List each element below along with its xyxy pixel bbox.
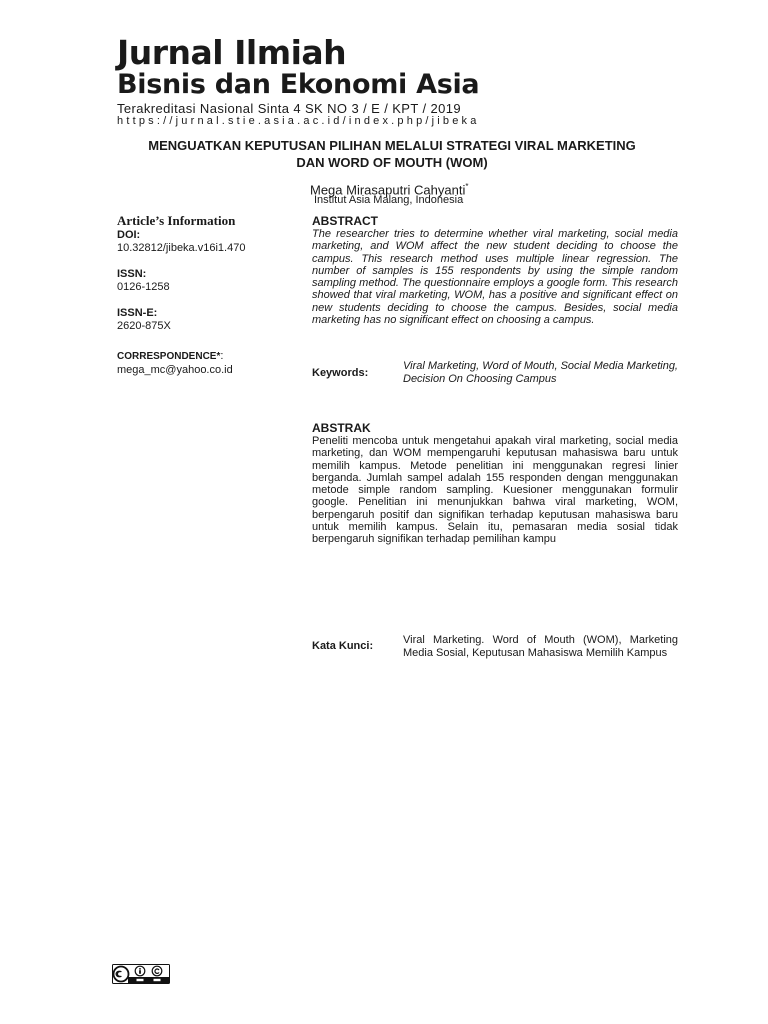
correspondence-email-link[interactable]: mega_mc@yahoo.co.id: [117, 364, 233, 376]
issn-label: ISSN:: [117, 268, 147, 280]
article-info-panel: [117, 213, 297, 377]
abstrak-text: Peneliti mencoba untuk mengetahui apakah viral marketing, social media marketing, dan WOM mempengaruhi keputusan mahasiswa baru untuk memilih kampus. Metode penelitian ini menggunakan regresi linier berganda. Jumlah sampel adalah 155 responden dengan menggunakan metode simple random sampling. Kuesioner menggunakan formulir google. Penelitian ini menunjukkan bahwa viral marketing, WOM, berpengaruh positif dan signifikan terhadap keputusan mahasiswa baru untuk memilih kampus. Selain itu, pemasaran media sosial tidak berpengaruh signifikan terhadap pemilihan kampu: [312, 435, 678, 546]
keywords-value: Viral Marketing, Word of Mouth, Social Media Marketing, Decision On Choosing Campus: [403, 360, 678, 385]
journal-name-line1: Jurnal Ilmiah: [117, 33, 347, 72]
paper-title-line2: DAN WORD OF MOUTH (WOM): [296, 155, 488, 170]
issn-value: 0126-1258: [117, 281, 170, 293]
correspondence-label-text: CORRESPONDENCE*: [117, 351, 221, 362]
keywords-label: Keywords:: [312, 367, 369, 379]
correspondence-colon: :: [220, 350, 224, 362]
journal-accreditation: Terakreditasi Nasional Sinta 4 SK NO 3 / E / KPT / 2019: [117, 101, 462, 116]
doi-link[interactable]: 10.32812/jibeka.v16i1.470: [117, 242, 246, 254]
issne-value: 2620-875X: [117, 320, 171, 332]
kata-kunci-label: Kata Kunci:: [312, 640, 374, 652]
article-info-heading: Article’s Information: [117, 213, 236, 228]
abstrak-heading: ABSTRAK: [312, 421, 371, 435]
abstrak-section: [312, 421, 678, 546]
correspondence-label: [117, 346, 297, 364]
issne-label: ISSN-E:: [117, 307, 158, 319]
abstract-text: The researcher tries to determine whether viral marketing, social media marketing, and WOM affect the new student deciding to choose the campus. This research method uses multiple linear regression. The number of samples is 155 respondents by using the simple random sampling method. The questionnaire employs a google form. This research showed that viral marketing, WOM, has a positive and significant effect on new students deciding to choose the campus. Besides, social media marketing has no significant effect on choosing a campus.: [312, 228, 678, 327]
journal-url-link[interactable]: https://jurnal.stie.asia.ac.id/index.php/jibeka: [117, 115, 480, 127]
doi-label: DOI:: [117, 229, 141, 241]
paper-title: [100, 137, 684, 171]
creative-commons-license-icon[interactable]: [112, 964, 170, 984]
paper-title-line1: MENGUATKAN KEPUTUSAN PILIHAN MELALUI STRATEGI VIRAL MARKETING: [148, 138, 636, 153]
abstract-heading: ABSTRACT: [312, 214, 378, 228]
author-mark: *: [465, 182, 469, 191]
abstract-section: [312, 214, 678, 326]
author-affiliation: Institut Asia Malang, Indonesia: [314, 194, 464, 206]
kata-kunci-value: Viral Marketing. Word of Mouth (WOM), Marketing Media Sosial, Keputusan Mahasiswa Memilih Kampus: [403, 634, 678, 659]
author-name: Mega Mirasaputri Cahyanti: [310, 182, 466, 198]
journal-name-line2: Bisnis dan Ekonomi Asia: [117, 69, 480, 100]
